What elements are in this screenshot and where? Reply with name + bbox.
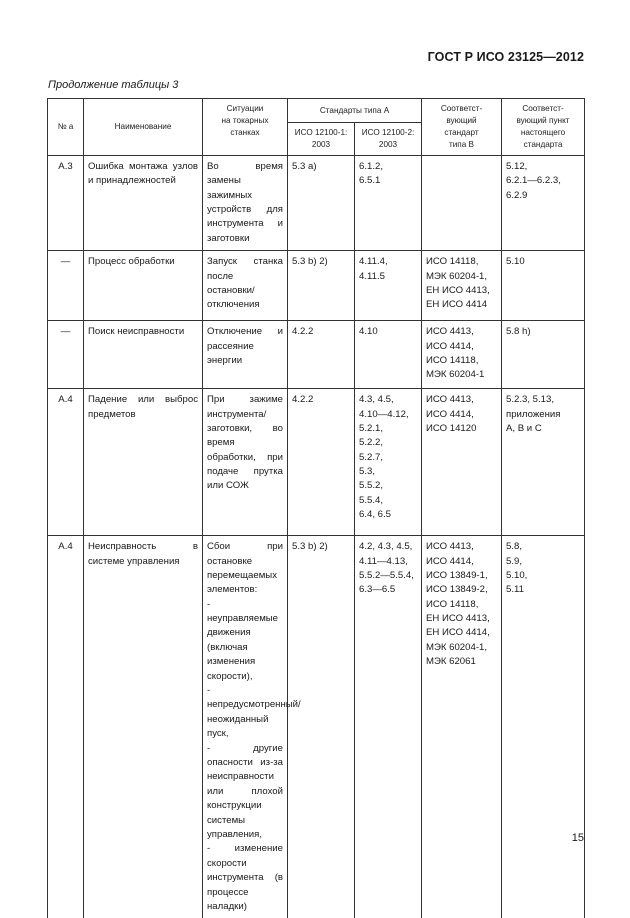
- row-name: Поиск неисправности: [84, 321, 203, 389]
- table-caption: Продолжение таблицы 3: [48, 79, 179, 91]
- row-type-b: ИСО 4413, ИСО 4414, ИСО 14118, МЭК 60204-1: [422, 321, 502, 389]
- header-iso-12100-1: ИСО 12100-1: 2003: [288, 123, 355, 156]
- row-clause: 5.10: [502, 251, 585, 321]
- row-situation: Запуск станка после остановки/отключения: [203, 251, 288, 321]
- row-iso2: 4.2, 4.3, 4.5, 4.11—4.13, 5.5.2—5.5.4, 6.3—6.5: [355, 536, 422, 918]
- row-name: Процесс обработки: [84, 251, 203, 321]
- row-type-b: ИСО 14118, МЭК 60204-1, ЕН ИСО 4413, ЕН ИСО 4414: [422, 251, 502, 321]
- row-iso2: 4.3, 4.5, 4.10—4.12, 5.2.1, 5.2.2, 5.2.7, 5.3, 5.5.2, 5.5.4, 6.4, 6.5: [355, 389, 422, 536]
- row-clause: 5.8 h): [502, 321, 585, 389]
- page-number: 15: [571, 832, 584, 844]
- table-row: [48, 155, 585, 250]
- header-name: Наименование: [84, 99, 203, 156]
- header-clause: Соответст- вующий пункт настоящего стандарта: [502, 99, 585, 156]
- table-3: [47, 98, 585, 918]
- header-type-a: Стандарты типа А: [288, 99, 422, 123]
- row-iso2: 4.10: [355, 321, 422, 389]
- row-clause: 5.2.3, 5.13, приложения А, В и С: [502, 389, 585, 536]
- row-type-b: ИСО 4413, ИСО 4414, ИСО 14120: [422, 389, 502, 536]
- row-iso1: 4.2.2: [288, 389, 355, 536]
- row-num: —: [48, 321, 84, 389]
- row-name: Ошибка монтажа узлов и принадлежностей: [84, 155, 203, 250]
- row-situation: Сбои при остановке перемещаемых элементов: - неуправляемые движения (включая изменения скорости), - непредусмотренный/неожиданный пуск, - другие опасности из-за неисправности или плохой конструкции системы управления, - изменение скорости инструмента (в процессе наладки): [203, 536, 288, 918]
- row-iso1: 4.2.2: [288, 321, 355, 389]
- header-type-b: Соответст- вующий стандарт типа В: [422, 99, 502, 156]
- row-situation: Во время замены зажимных устройств для инструмента и заготовки: [203, 155, 288, 250]
- row-iso1: 5.3 b) 2): [288, 251, 355, 321]
- table-row: [48, 321, 585, 389]
- row-num: А.4: [48, 389, 84, 536]
- row-iso1: 5.3 а): [288, 155, 355, 250]
- header-situation: Ситуации на токарных станках: [203, 99, 288, 156]
- row-num: —: [48, 251, 84, 321]
- document-code: ГОСТ Р ИСО 23125—2012: [427, 50, 584, 64]
- table-row: [48, 251, 585, 321]
- table-row: [48, 536, 585, 918]
- row-type-b: [422, 155, 502, 250]
- header-iso-12100-2: ИСО 12100-2: 2003: [355, 123, 422, 156]
- header-num: № а: [48, 99, 84, 156]
- row-clause: 5.8, 5.9, 5.10, 5.11: [502, 536, 585, 918]
- row-name: Неисправность в системе управления: [84, 536, 203, 918]
- row-num: А.3: [48, 155, 84, 250]
- row-iso1: 5.3 b) 2): [288, 536, 355, 918]
- row-name: Падение или выброс предметов: [84, 389, 203, 536]
- row-iso2: 4.11.4, 4.11.5: [355, 251, 422, 321]
- table-row: [48, 389, 585, 536]
- row-iso2: 6.1.2, 6.5.1: [355, 155, 422, 250]
- row-situation: Отключение и рассеяние энергии: [203, 321, 288, 389]
- row-clause: 5.12, 6.2.1—6.2.3, 6.2.9: [502, 155, 585, 250]
- row-type-b: ИСО 4413, ИСО 4414, ИСО 13849-1, ИСО 13849-2, ИСО 14118, ЕН ИСО 4413, ЕН ИСО 4414, МЭК 60204-1, МЭК 62061: [422, 536, 502, 918]
- row-num: А.4: [48, 536, 84, 918]
- row-situation: При зажиме инструмента/заготовки, во время обработки, при подаче прутка или СОЖ: [203, 389, 288, 536]
